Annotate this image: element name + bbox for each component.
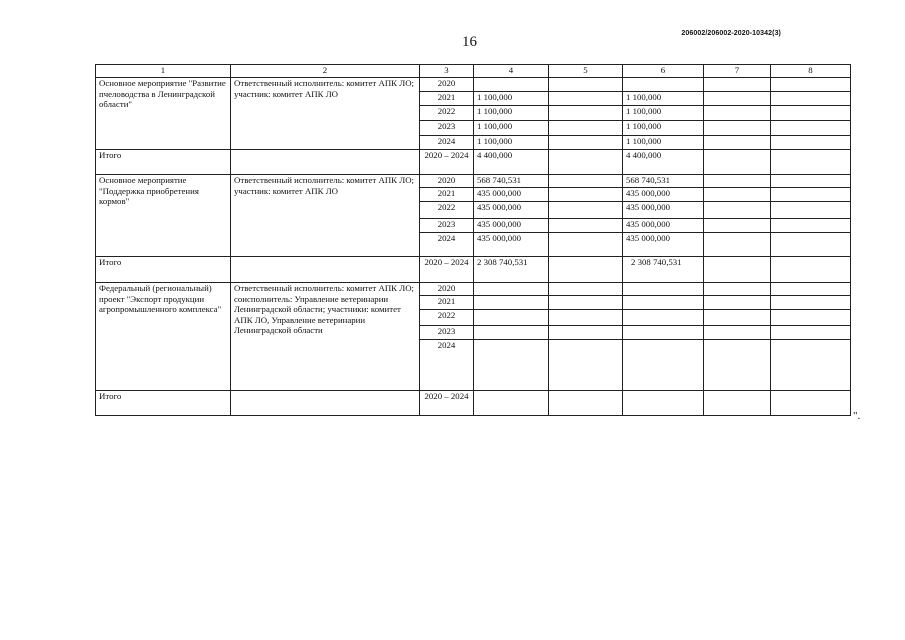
activity-name-cell: Основное мероприятие "Поддержка приобретения кормов"	[96, 175, 231, 257]
value-col5	[549, 92, 623, 106]
year-cell: 2024	[420, 233, 474, 257]
value-col6	[623, 310, 704, 326]
value-col4: 2 308 740,531	[474, 257, 549, 283]
value-col7	[704, 219, 771, 233]
value-col7	[704, 257, 771, 283]
year-cell: 2024	[420, 136, 474, 150]
value-col8	[771, 391, 851, 416]
value-col8	[771, 150, 851, 175]
value-col8	[771, 219, 851, 233]
value-col5	[549, 257, 623, 283]
value-col5	[549, 136, 623, 150]
value-col6: 435 000,000	[623, 202, 704, 219]
year-cell: 2023	[420, 121, 474, 136]
value-col5	[549, 106, 623, 121]
column-header: 8	[771, 65, 851, 78]
value-col7	[704, 296, 771, 310]
value-col4: 435 000,000	[474, 202, 549, 219]
value-col5	[549, 233, 623, 257]
table-row	[96, 78, 851, 92]
value-col4	[474, 310, 549, 326]
value-col7	[704, 92, 771, 106]
column-header: 3	[420, 65, 474, 78]
value-col5	[549, 340, 623, 391]
value-col6	[623, 326, 704, 340]
page-number: 16	[462, 34, 477, 50]
total-row	[96, 257, 851, 283]
value-col4: 435 000,000	[474, 188, 549, 202]
value-col6: 435 000,000	[623, 188, 704, 202]
value-col7	[704, 106, 771, 121]
value-col6: 2 308 740,531	[623, 257, 704, 283]
executor-cell	[231, 257, 420, 283]
column-header: 6	[623, 65, 704, 78]
value-col5	[549, 188, 623, 202]
total-label: Итого	[96, 257, 231, 283]
value-col6: 568 740,531	[623, 175, 704, 188]
value-col4	[474, 326, 549, 340]
executor-cell: Ответственный исполнитель: комитет АПК ЛО; участник: комитет АПК ЛО	[231, 175, 420, 257]
value-col6: 1 100,000	[623, 136, 704, 150]
value-col6: 4 400,000	[623, 150, 704, 175]
value-col7	[704, 188, 771, 202]
value-col7	[704, 310, 771, 326]
year-cell: 2023	[420, 326, 474, 340]
value-col8	[771, 175, 851, 188]
year-range-cell: 2020 – 2024	[420, 391, 474, 416]
value-col4: 1 100,000	[474, 92, 549, 106]
year-cell: 2021	[420, 188, 474, 202]
activity-name-cell: Основное мероприятие "Развитие пчеловодства в Ленинградской области"	[96, 78, 231, 150]
value-col6	[623, 391, 704, 416]
value-col5	[549, 219, 623, 233]
column-header: 1	[96, 65, 231, 78]
year-cell: 2022	[420, 310, 474, 326]
value-col7	[704, 233, 771, 257]
year-cell: 2024	[420, 340, 474, 391]
value-col5	[549, 175, 623, 188]
value-col8	[771, 106, 851, 121]
year-cell: 2020	[420, 175, 474, 188]
value-col6: 1 100,000	[623, 106, 704, 121]
value-col8	[771, 136, 851, 150]
value-col7	[704, 150, 771, 175]
value-col5	[549, 78, 623, 92]
value-col4	[474, 340, 549, 391]
column-header: 5	[549, 65, 623, 78]
closing-quote: ".	[853, 410, 861, 422]
value-col4: 1 100,000	[474, 106, 549, 121]
total-row	[96, 391, 851, 416]
value-col5	[549, 283, 623, 296]
column-number-row	[96, 65, 851, 78]
value-col4	[474, 283, 549, 296]
value-col6: 1 100,000	[623, 121, 704, 136]
column-header: 4	[474, 65, 549, 78]
value-col7	[704, 136, 771, 150]
value-col5	[549, 121, 623, 136]
total-row	[96, 150, 851, 175]
value-col7	[704, 283, 771, 296]
value-col6: 435 000,000	[623, 233, 704, 257]
value-col6: 1 100,000	[623, 92, 704, 106]
value-col5	[549, 391, 623, 416]
value-col4	[474, 78, 549, 92]
value-col8	[771, 340, 851, 391]
value-col4: 4 400,000	[474, 150, 549, 175]
value-col5	[549, 310, 623, 326]
table-row	[96, 283, 851, 296]
value-col8	[771, 283, 851, 296]
year-cell: 2020	[420, 283, 474, 296]
executor-cell	[231, 391, 420, 416]
value-col6: 435 000,000	[623, 219, 704, 233]
table-row	[96, 175, 851, 188]
value-col8	[771, 233, 851, 257]
total-label: Итого	[96, 391, 231, 416]
value-col7	[704, 202, 771, 219]
value-col4: 435 000,000	[474, 233, 549, 257]
column-header: 7	[704, 65, 771, 78]
year-cell: 2021	[420, 296, 474, 310]
total-label: Итого	[96, 150, 231, 175]
column-header: 2	[231, 65, 420, 78]
value-col8	[771, 121, 851, 136]
value-col8	[771, 296, 851, 310]
budget-table	[95, 64, 851, 416]
value-col7	[704, 340, 771, 391]
value-col4: 1 100,000	[474, 121, 549, 136]
value-col8	[771, 310, 851, 326]
value-col5	[549, 202, 623, 219]
value-col6	[623, 340, 704, 391]
value-col8	[771, 78, 851, 92]
value-col8	[771, 188, 851, 202]
value-col8	[771, 92, 851, 106]
value-col7	[704, 391, 771, 416]
year-cell: 2022	[420, 106, 474, 121]
value-col8	[771, 202, 851, 219]
activity-name-cell: Федеральный (региональный) проект "Экспорт продукции агропромышленного комплекса"	[96, 283, 231, 391]
value-col7	[704, 78, 771, 92]
year-cell: 2021	[420, 92, 474, 106]
value-col4	[474, 391, 549, 416]
value-col6	[623, 78, 704, 92]
document-code: 206002/206002-2020-10342(3)	[681, 30, 781, 37]
year-range-cell: 2020 – 2024	[420, 150, 474, 175]
value-col7	[704, 121, 771, 136]
value-col4: 435 000,000	[474, 219, 549, 233]
executor-cell	[231, 150, 420, 175]
value-col6	[623, 283, 704, 296]
year-range-cell: 2020 – 2024	[420, 257, 474, 283]
year-cell: 2020	[420, 78, 474, 92]
value-col7	[704, 175, 771, 188]
value-col8	[771, 326, 851, 340]
year-cell: 2022	[420, 202, 474, 219]
value-col7	[704, 326, 771, 340]
value-col6	[623, 296, 704, 310]
value-col4	[474, 296, 549, 310]
value-col5	[549, 150, 623, 175]
year-cell: 2023	[420, 219, 474, 233]
value-col8	[771, 257, 851, 283]
value-col5	[549, 296, 623, 310]
value-col4: 568 740,531	[474, 175, 549, 188]
executor-cell: Ответственный исполнитель: комитет АПК ЛО; участник: комитет АПК ЛО	[231, 78, 420, 150]
value-col5	[549, 326, 623, 340]
executor-cell: Ответственный исполнитель: комитет АПК ЛО; соисполнитель: Управление ветеринарии Ленинградской области; участники: комитет АПК ЛО, Управление ветеринарии Ленинградской области	[231, 283, 420, 391]
value-col4: 1 100,000	[474, 136, 549, 150]
